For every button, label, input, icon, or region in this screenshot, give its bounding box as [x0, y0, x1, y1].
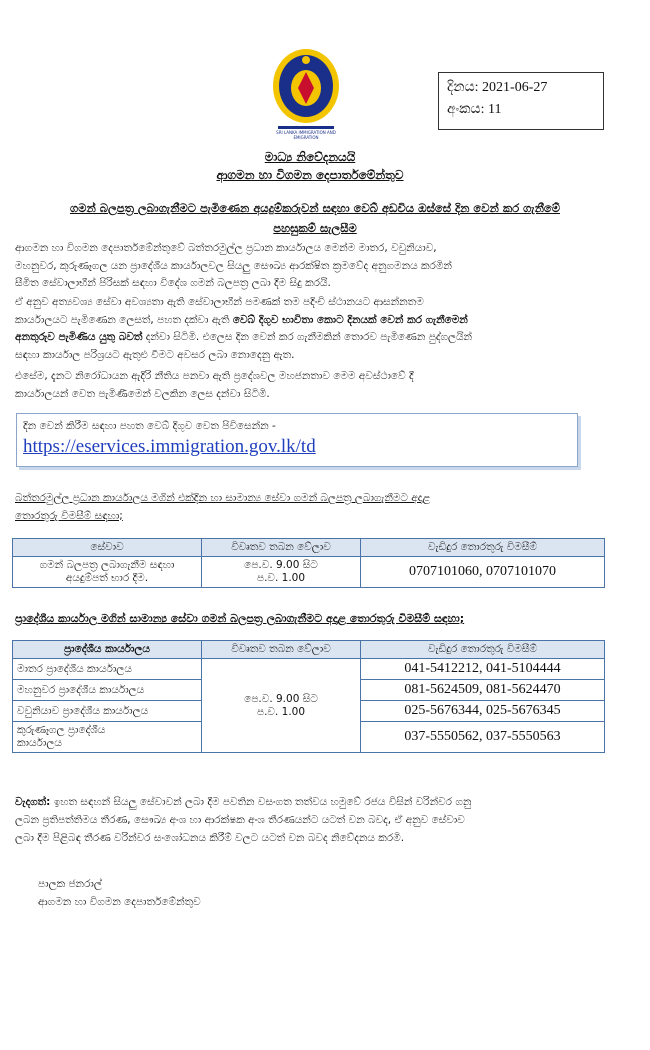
- paragraph-line: කාර්යාලයන් වෙත පැමිණීමෙන් වලකින ලෙස දන්වා සිටිමි.: [15, 387, 270, 400]
- regional-office-table: [12, 640, 605, 753]
- table-row: [13, 557, 605, 588]
- phone-cell: 037-5550562, 037-5550563: [361, 722, 605, 753]
- cell-line: කුරුණෑගල ප්‍රාදේශීය: [17, 724, 106, 736]
- phone-cell: 0707101060, 0707101070: [361, 557, 605, 588]
- booking-link[interactable]: https://eservices.immigration.gov.lk/td: [23, 436, 316, 457]
- table-row: [13, 659, 605, 680]
- cell-line: අයදුම්පත් භාර දීම.: [65, 572, 149, 584]
- paragraph-text: දන්වා සිටිමි. එලෙස දින වෙන් කර ගැනීමකින් තොරව පැමිණෙන පුද්ගලයින්: [142, 331, 473, 343]
- note-line: ලබා දීම පිළිබඳ තීරණ වරින්වර සංශෝධනය කිරීම් වලට යටත් වන බවද නිවේදනය කරමි.: [15, 832, 405, 844]
- paragraph-text: කාර්යාලයට පැමිණෙන ලෙසත්, පහත දක්වා ඇති: [15, 313, 233, 326]
- column-header: විවෘතව තබන වේලාව: [202, 641, 361, 659]
- subject-title: [20, 198, 610, 238]
- date-reference-box: [438, 72, 604, 130]
- logo-caption: SRI LANKA IMMIGRATION AND EMIGRATION: [276, 130, 336, 140]
- paragraph-line: ආගමන හා විගමන දෙපාර්තමේන්තුවේ බත්තරමුල්ල ප්‍රධාන කාර්යාලය මෙන්ම මාතර, වවුනියාව,: [15, 242, 437, 254]
- paragraph-line: [15, 312, 610, 330]
- booking-link-box: [16, 413, 578, 467]
- section-title-line: බත්තරමුල්ල ප්‍රධාන කාර්යාලය මගින් එක්දින හා සාමාන්‍ය සේවා ගමන් බලපත්‍ර ලබාගැනීමට අදාළ: [15, 492, 431, 504]
- column-header: වැඩිදුර තොරතුරු විමසීම්: [361, 539, 605, 557]
- paragraph-line: [15, 329, 610, 347]
- head-office-section-title: [15, 490, 605, 525]
- head-office-table: [12, 538, 605, 588]
- important-note: [15, 793, 610, 847]
- note-line: ලබන ප්‍රතිපත්තිමය තීරණ, සෞඛ්‍ය අංශ හා ආරක්ෂක අංශ තීරණයන්ට යටත් වන බවද, ඒ අනුව සේවාව: [15, 814, 465, 826]
- paragraph-3: [15, 368, 610, 403]
- media-release-heading: මාධ්‍ය නිවේදනයයි: [264, 150, 356, 164]
- paragraph-bold-text: වෙබ් දිගුව භාවිතා කොට දිනයක් වෙන් කර ගැනීමෙන්: [232, 313, 468, 326]
- table-header-row: [13, 641, 605, 659]
- cell-line: ගමන් බලපත්‍ර ලබාගැනීම සඳහා: [39, 559, 175, 571]
- regional-office-section-title: ප්‍රාදේශීය කාර්යාල මගින් සාමාන්‍ය සේවා ගමන් බලපත්‍ර ලබාගැනීමට අදාළ තොරතුරු විමසීම් සඳහා;: [15, 612, 465, 625]
- phone-cell: 081-5624509, 081-5624470: [361, 680, 605, 701]
- subject-line: පහසුකම් සැලසීම: [273, 221, 357, 235]
- note-text: ඉහත සඳහන් සියලු සේවාවන් ලබා දීම පවතින වසංගත තත්වය හමුවේ රජය විසින් වරින්වර ගනු: [50, 796, 472, 808]
- subject-line: ගමන් බලපත්‍ර ලබාගැනීමට පැමිණෙන අයදුම්කරුවන් සඳහා වෙබ් අඩවිය ඔස්සේ දින වෙන් කර ගැනීමේ: [69, 201, 561, 215]
- paragraph-2: [15, 294, 610, 364]
- number-line: අංකය: 11: [447, 102, 502, 117]
- paragraph-line: මහනුවර, කුරුණෑගල යන ප්‍රාදේශීය කාර්යාලවල සියලු සෞඛ්‍ය ආරක්ෂිත ක්‍රමවේද අනුගමනය කරමින්: [15, 259, 452, 272]
- phone-cell: 041-5412212, 041-5104444: [361, 659, 605, 680]
- paragraph-bold-text: අනතුරුව පැමිණිය යුතු බවත්: [15, 331, 143, 343]
- office-cell: මාතර ප්‍රාදේශීය කාර්යාලය: [13, 659, 202, 680]
- department-heading: ආගමන හා විගමන දෙපාර්තමේන්තුව: [216, 168, 404, 182]
- table-header-row: [13, 539, 605, 557]
- cell-line: කාර්යාලය: [17, 737, 62, 749]
- paragraph-line: එසේම, දැනට නිරෝධායන ඇදිරි නීතිය පනවා ඇති ප්‍රදේශවල මහජනතාව මෙම අවස්ථාවේ දී: [15, 370, 414, 382]
- paragraph-line: ඒ අනුව අත්‍යවශ්‍ය සේවා අවශ්‍යතා ඇති සේවාලාභීන් පමණක් තම පදිංචි ස්ථානයට ආසන්නතම: [15, 296, 424, 308]
- note-label: වැදගත්:: [15, 796, 51, 808]
- cell-line: පෙ.ව. 9.00 සිට: [244, 692, 318, 705]
- section-title-line: තොරතුරු විමසීම් සඳහා;: [15, 509, 123, 522]
- cell-line: පෙ.ව. 9.00 සිට: [244, 559, 318, 571]
- link-instruction: දින වෙන් කිරීම සඳහා පහත වෙබ් දිගුව වෙත පිවිසෙන්න -: [23, 420, 276, 432]
- office-cell: [13, 722, 202, 753]
- time-cell: [202, 557, 361, 588]
- office-cell: මහනුවර ප්‍රාදේශීය කාර්යාලය: [13, 680, 202, 701]
- column-header: වැඩිදුර තොරතුරු විමසීම්: [361, 641, 605, 659]
- service-cell: [13, 557, 202, 588]
- signatory-title: පාලක ජනරාල්: [38, 878, 102, 890]
- office-cell: වවුනියාව ප්‍රාදේශීය කාර්යාලය: [13, 701, 202, 722]
- note-line: [15, 793, 610, 811]
- column-header: විවෘතව තබන වේලාව: [202, 539, 361, 557]
- date-line: දිනය: 2021-06-27: [447, 80, 548, 95]
- department-logo: [270, 48, 342, 144]
- time-cell: [202, 659, 361, 753]
- cell-line: ප.ව. 1.00: [256, 572, 306, 584]
- phone-cell: 025-5676344, 025-5676345: [361, 701, 605, 722]
- cell-line: ප.ව. 1.00: [256, 705, 306, 718]
- paragraph-1: [15, 240, 610, 293]
- column-header: සේවාව: [13, 539, 202, 557]
- paragraph-line: සීමිත සේවාලාභීන් පිරිසක් සඳහා විදේශ ගමන් බලපත්‍ර ලබා දීම සිදු කරයි.: [15, 277, 331, 289]
- column-header: ප්‍රාදේශීය කාර්යාලය: [13, 641, 202, 659]
- signatory-department: ආගමන හා විගමන දෙපාර්තමේන්තුව: [38, 896, 201, 908]
- paragraph-line: සඳහා කාර්යාල පරිශ්‍රයට ඇතුළු වීමට අවසර ලබා නොදෙනු ඇත.: [15, 348, 295, 361]
